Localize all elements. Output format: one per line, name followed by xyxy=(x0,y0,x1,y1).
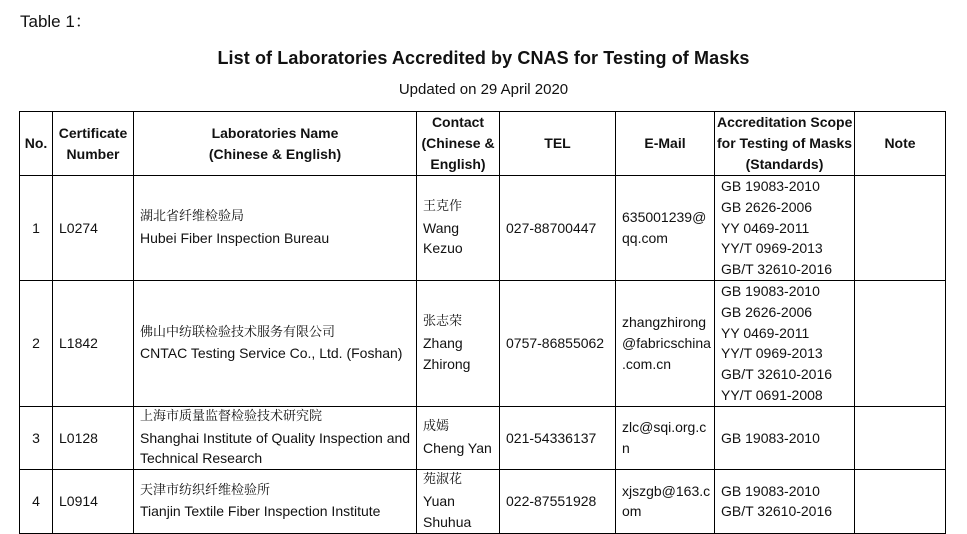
header-tel: TEL xyxy=(500,112,616,176)
cell-tel: 027-88700447 xyxy=(500,176,616,281)
cell-note xyxy=(855,176,946,281)
table-row xyxy=(20,470,946,533)
cell-scope: GB 19083-2010 xyxy=(715,406,855,469)
table-row xyxy=(20,281,946,407)
cell-tel: 022-87551928 xyxy=(500,470,616,533)
table-caption: Table 1： xyxy=(20,12,92,31)
cell-scope: GB 19083-2010 GB 2626-2006 YY 0469-2011 YY/T 0969-2013 GB/T 32610-2016 xyxy=(715,176,855,281)
cell-note xyxy=(855,470,946,533)
header-lab: Laboratories Name (Chinese & English) xyxy=(134,112,417,176)
cell-cert: L0128 xyxy=(53,406,134,469)
cell-no: 4 xyxy=(20,470,53,533)
cell-note xyxy=(855,281,946,407)
cell-lab: 天津市纺织纤维检验所 Tianjin Textile Fiber Inspection Institute xyxy=(134,470,417,533)
header-contact: Contact (Chinese & English) xyxy=(417,112,500,176)
cell-cert: L1842 xyxy=(53,281,134,407)
cell-contact: 王克作 Wang Kezuo xyxy=(417,176,500,281)
cell-lab: 湖北省纤维检验局 Hubei Fiber Inspection Bureau xyxy=(134,176,417,281)
cell-email: xjszgb@163.c om xyxy=(616,470,715,533)
cell-email: 635001239@ qq.com xyxy=(616,176,715,281)
cell-no: 3 xyxy=(20,406,53,469)
header-email: E-Mail xyxy=(616,112,715,176)
header-cert: Certificate Number xyxy=(53,112,134,176)
cell-no: 2 xyxy=(20,281,53,407)
table-row xyxy=(20,406,946,469)
header-row xyxy=(20,112,946,176)
cell-contact: 苑淑花 Yuan Shuhua xyxy=(417,470,500,533)
cell-scope: GB 19083-2010 GB/T 32610-2016 xyxy=(715,470,855,533)
cell-note xyxy=(855,406,946,469)
cell-cert: L0914 xyxy=(53,470,134,533)
cell-no: 1 xyxy=(20,176,53,281)
cell-contact: 成嫣 Cheng Yan xyxy=(417,406,500,469)
header-note: Note xyxy=(855,112,946,176)
cell-tel: 021-54336137 xyxy=(500,406,616,469)
cell-tel: 0757-86855062 xyxy=(500,281,616,407)
page-title: List of Laboratories Accredited by CNAS for Testing of Masks xyxy=(217,48,750,68)
cell-lab: 佛山中纺联检验技术服务有限公司 CNTAC Testing Service Co., Ltd. (Foshan) xyxy=(134,281,417,407)
cell-contact: 张志荣 Zhang Zhirong xyxy=(417,281,500,407)
cell-cert: L0274 xyxy=(53,176,134,281)
header-scope: Accreditation Scope for Testing of Masks (Standards) xyxy=(715,112,855,176)
laboratories-table xyxy=(19,111,946,534)
header-no: No. xyxy=(20,112,53,176)
cell-email: zhangzhirong @fabricschina .com.cn xyxy=(616,281,715,407)
cell-scope: GB 19083-2010 GB 2626-2006 YY 0469-2011 YY/T 0969-2013 GB/T 32610-2016 YY/T 0691-2008 xyxy=(715,281,855,407)
cell-email: zlc@sqi.org.c n xyxy=(616,406,715,469)
cell-lab: 上海市质量监督检验技术研究院 Shanghai Institute of Quality Inspection and Technical Research xyxy=(134,406,417,469)
updated-date: Updated on 29 April 2020 xyxy=(398,81,569,98)
table-row xyxy=(20,176,946,281)
